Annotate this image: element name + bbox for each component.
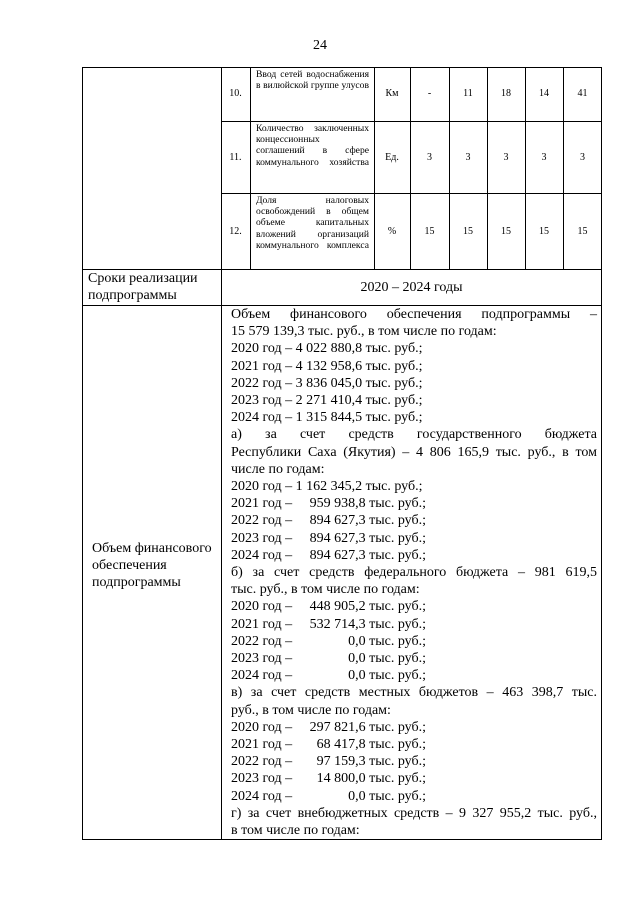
terms-label: Сроки реализации подпрограммы [88,271,198,303]
indicator-name: Доля налоговых освобождений в общем объеме капитальных вложений организаций коммунального комплекса [256,195,369,251]
funding-line: 2024 год – 894 627,3 тыс. руб.; [231,547,426,563]
indicator-num-divider [250,67,251,269]
indicator-row-divider-1 [221,121,602,122]
indicator-value: 41 [577,88,588,99]
funding-line: г) за счет внебюджетных средств – 9 327 955,2 тыс. руб., [231,805,597,821]
indicator-value: 15 [424,226,435,237]
indicator-value: 11 [463,88,473,99]
indicator-name: Ввод сетей водоснабжения в вилюйской группе улусов [256,69,369,92]
indicator-value: - [427,88,432,99]
funding-line: 2024 год – 1 315 844,5 тыс. руб.; [231,410,423,426]
indicator-value: 3 [580,152,585,163]
indicator-value: 14 [539,88,549,99]
funding-line: числе по годам: [231,461,325,477]
funding-line: Республики Саха (Якутия) – 4 806 165,9 тыс. руб., в том [231,444,597,460]
funding-line: руб., в том числе по годам: [231,702,391,718]
indicator-number: 11. [229,152,242,163]
indicator-value: 18 [501,88,511,99]
funding-line: 2022 год – 3 836 045,0 тыс. руб.; [231,375,423,391]
funding-line: 2022 год – 894 627,3 тыс. руб.; [231,513,426,529]
funding-line: 2020 год – 4 022 880,8 тыс. руб.; [231,341,423,357]
funding-line: 2020 год – 448 905,2 тыс. руб.; [231,599,426,615]
indicator-unit: Км [385,88,399,99]
indicator-row-divider-2 [221,193,602,194]
funding-line: 2021 год – 68 417,8 тыс. руб.; [231,737,426,753]
indicator-value: 15 [501,226,511,237]
funding-label: Объем финансового обеспечения подпрограммы [92,541,212,590]
indicator-value: 15 [539,226,549,237]
funding-line: 2023 год – 14 800,0 тыс. руб.; [231,771,426,787]
indicator-value: 3 [465,152,471,163]
indicator-value: 3 [427,152,432,163]
funding-line: 15 579 139,3 тыс. руб., в том числе по годам: [231,324,497,340]
funding-line: 2023 год – 0,0 тыс. руб.; [231,651,426,667]
label-column-divider [221,67,222,840]
funding-line: 2022 год – 0,0 тыс. руб.; [231,633,426,649]
funding-line: 2020 год – 297 821,6 тыс. руб.; [231,719,426,735]
indicator-unit: Ед. [385,152,399,163]
funding-line: тыс. руб., в том числе по годам: [231,582,420,598]
funding-line: в том числе по годам: [231,823,360,839]
indicator-number: 12. [229,226,242,237]
funding-line: 2021 год – 959 938,8 тыс. руб.; [231,496,426,512]
indicator-value: 3 [503,152,509,163]
funding-line: б) за счет средств федерального бюджета – 981 619,5 [231,565,597,581]
indicator-unit: % [387,226,397,237]
funding-line: 2024 год – 0,0 тыс. руб.; [231,788,426,804]
indicator-value: 3 [541,152,547,163]
funding-line: 2023 год – 2 271 410,4 тыс. руб.; [231,393,423,409]
funding-line: а) за счет средств государственного бюджета [231,427,597,443]
terms-value: 2020 – 2024 годы [360,280,463,295]
indicator-number: 10. [229,88,242,99]
funding-line: в) за счет средств местных бюджетов – 463 398,7 тыс. [231,685,597,701]
funding-line: 2021 год – 532 714,3 тыс. руб.; [231,616,426,632]
funding-line: Объем финансового обеспечения подпрограммы – [231,307,597,322]
funding-line: 2022 год – 97 159,3 тыс. руб.; [231,754,426,770]
indicator-value: 15 [577,226,588,237]
funding-line: 2020 год – 1 162 345,2 тыс. руб.; [231,479,423,495]
indicator-value: 15 [463,226,473,237]
funding-line: 2021 год – 4 132 958,6 тыс. руб.; [231,358,423,374]
funding-line: 2024 год – 0,0 тыс. руб.; [231,668,426,684]
indicator-name: Количество заключенных концессионных соглашений в сфере коммунального хозяйства [256,123,369,168]
funding-line: 2023 год – 894 627,3 тыс. руб.; [231,530,426,546]
page-number: 24 [313,38,327,53]
funding-text [231,306,597,839]
